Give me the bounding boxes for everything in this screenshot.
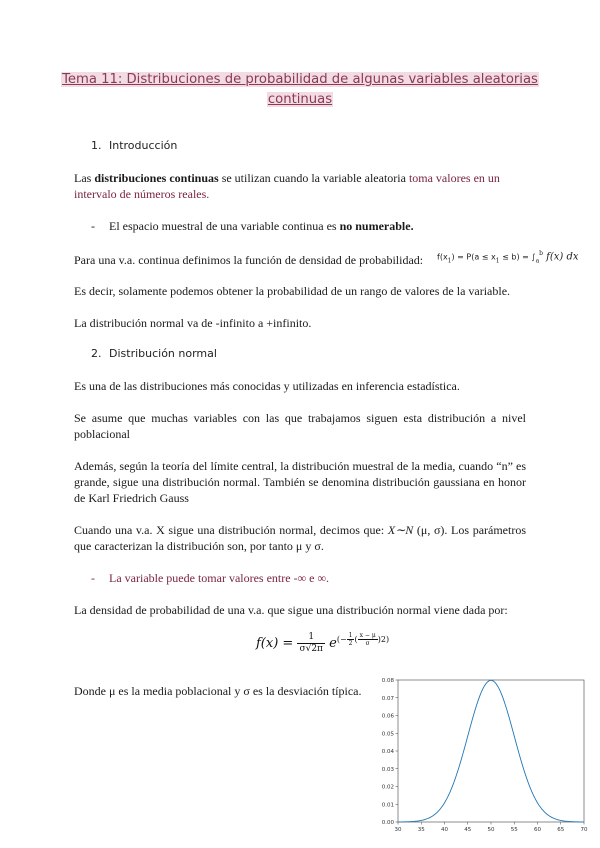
fraction-denominator: σ: [365, 640, 370, 648]
fraction-numerator: 1: [297, 632, 325, 644]
y-tick-label: 0.01: [381, 802, 394, 809]
text-run: . Los parámetros que caracterizan la distribución son, por tanto μ y σ.: [74, 523, 527, 553]
highlight-text: intervalo de números reales.: [74, 187, 210, 201]
intro-paragraph-4: La distribución normal va de -infinito a +infinito.: [74, 316, 312, 330]
formula-part: ≤ b) = ∫: [499, 252, 536, 262]
exponent-part: 2): [380, 634, 390, 644]
x-tick-label: 50: [487, 827, 495, 833]
integral-lower: a: [535, 257, 540, 265]
y-tick-label: 0.00: [381, 820, 394, 826]
bullet-dash: -: [91, 571, 95, 585]
x-tick-label: 65: [557, 827, 565, 833]
x-tick-label: 55: [510, 827, 518, 833]
math-params: (μ, σ): [413, 523, 445, 537]
x-tick-label: 30: [394, 827, 402, 833]
normal-paragraph-1: Es una de las distribuciones más conocidas y utilizadas en inferencia estadística.: [74, 379, 460, 393]
normal-paragraph-4: [74, 522, 526, 554]
section-title: Introducción: [109, 139, 178, 152]
section-number: 1.: [91, 139, 102, 152]
formula-part: ) = P(a ≤ x: [451, 252, 496, 262]
intro-paragraph-3: Es decir, solamente podemos obtener la probabilidad de un rango de valores de la variable.: [74, 284, 511, 298]
bold-term: no numerable.: [339, 219, 414, 233]
text-run: Las: [74, 171, 95, 185]
formula-part: f(x) =: [256, 636, 298, 651]
x-tick-label: 60: [534, 827, 541, 833]
intro-paragraph-2: Para una v.a. continua definimos la función de densidad de probabilidad:: [74, 253, 424, 267]
bullet-item: [91, 570, 329, 586]
formula-part: f(x: [437, 252, 448, 262]
formula-sub: 1: [495, 257, 500, 265]
section-heading-introduccion: [91, 139, 177, 152]
title-line-2: continuas: [267, 92, 333, 107]
exponent-inner-fraction: [358, 632, 378, 647]
normal-distribution-chart: [370, 676, 590, 842]
y-tick-label: 0.03: [381, 766, 394, 773]
text-run: se utilizan cuando la variable aleatoria: [218, 171, 409, 185]
bullet-text: La variable puede tomar valores entre -∞ e ∞.: [109, 571, 330, 585]
bullet-dash: -: [91, 219, 95, 233]
y-tick-label: 0.05: [381, 731, 394, 738]
normal-paragraph-5: La densidad de probabilidad de una v.a. que sigue una distribución normal viene dada por:: [74, 603, 508, 617]
series-line: [398, 680, 584, 822]
euler-e: e: [329, 636, 337, 651]
normal-paragraph-6: Donde μ es la media poblacional y σ es la desviación típica.: [74, 684, 362, 698]
x-tick-label: 40: [441, 827, 448, 833]
title-line-1: Tema 11: Distribuciones de probabilidad de algunas variables aleatorias: [62, 72, 538, 87]
formula-part: f(x) dx: [542, 251, 579, 263]
fraction-denominator: σ√2π: [299, 644, 323, 654]
fraction-denominator: 2: [348, 640, 353, 648]
text-run: El espacio muestral de una variable continua es: [109, 219, 340, 233]
density-formula: [437, 250, 579, 264]
formula-sub: 1: [447, 257, 452, 265]
normal-paragraph-3: Además, según la teoría del límite central, la distribución muestral de la media, cuando “n” es grande, sigue una distribución normal. También se denomina distribución gaussiana en honor de Karl Friedrich Gauss: [74, 459, 526, 505]
fraction-numerator: 1: [348, 632, 353, 640]
exponent-part: (−: [336, 634, 347, 644]
x-tick-label: 70: [580, 827, 588, 833]
exponent: (− 1 2 ( x − μ σ )2): [336, 632, 390, 648]
y-tick-label: 0.07: [381, 695, 394, 702]
highlight-text: toma valores en un: [408, 171, 500, 185]
integral-upper: b: [539, 250, 543, 257]
normal-paragraph-2: Se asume que muchas variables con las que trabajamos siguen esta distribución a nivel poblacional: [74, 411, 526, 441]
plot-frame: [398, 680, 584, 822]
x-tick-label: 45: [464, 827, 472, 833]
bold-term: distribuciones continuas: [94, 171, 219, 185]
y-tick-label: 0.06: [381, 713, 394, 720]
intro-paragraph-1: [74, 170, 526, 202]
section-number: 2.: [91, 347, 102, 360]
bullet-item: [91, 218, 414, 234]
section-heading-distribucion-normal: [91, 347, 217, 360]
math-expression: X∼N: [387, 523, 414, 537]
y-tick-label: 0.08: [381, 678, 394, 684]
formula-fraction: [297, 632, 325, 655]
normal-pdf-formula: [256, 632, 389, 655]
y-tick-label: 0.02: [381, 784, 394, 791]
x-tick-label: 35: [417, 827, 425, 833]
y-tick-label: 0.04: [381, 749, 394, 755]
text-run: Cuando una v.a. X sigue una distribución normal, decimos que:: [74, 523, 388, 537]
section-title: Distribución normal: [109, 347, 217, 360]
exponent-fraction: [347, 632, 355, 647]
page-title: [60, 70, 540, 110]
fraction-numerator: x − μ: [359, 632, 376, 640]
